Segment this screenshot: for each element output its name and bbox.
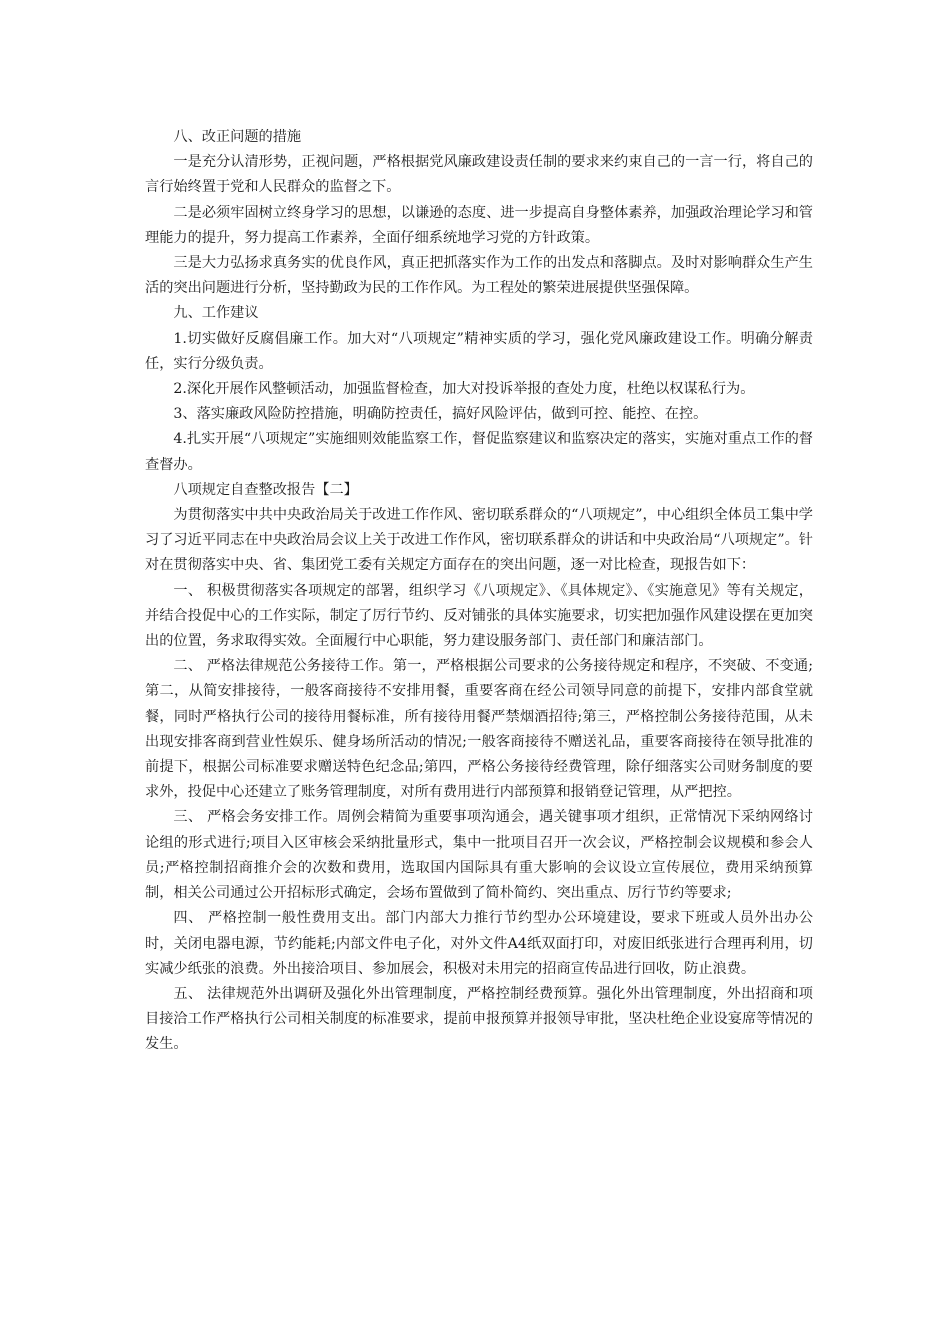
paragraph: 三、 严格会务安排工作。周例会精简为重要事项沟通会，遇关键事项才组织，正常情况下采纳网络讨论组的形式进行;项目入区审核会采纳批量形式，集中一批项目召开一次会议，严格控制会议规模和参会人员;严格控制招商推介会的次数和费用，选取国内国际具有重大影响的会议设立宣传展位，费用采纳预算制，相关公司通过公开招标形式确定，会场布置做到了简朴简约、突出重点、厉行节约等要求; (145, 809, 813, 902)
paragraph: 为贯彻落实中共中央政治局关于改进工作作风、密切联系群众的“八项规定”，中心组织全体员工集中学习了习近平同志在中央政治局会议上关于改进工作作风，密切联系群众的讲话和中央政治局“八项规定”。针对在贯彻落实中央、省、集团党工委有关规定方面存在的突出问题，逐一对比检查，现报告如下： (145, 507, 813, 574)
document-page (145, 125, 813, 1058)
paragraph: 一、 积极贯彻落实各项规定的部署，组织学习《八项规定》、《具体规定》、《实施意见》等有关规定，并结合投促中心的工作实际，制定了厉行节约、反对铺张的具体实施要求，切实把加强作风建设摆在更加突出的位置，务求取得实效。全面履行中心职能，努力建设服务部门、责任部门和廉洁部门。 (145, 582, 813, 650)
paragraph: 4.扎实开展“八项规定”实施细则效能监察工作，督促监察建议和监察决定的落实，实施对重点工作的督查督办。 (145, 431, 813, 473)
paragraph: 3、落实廉政风险防控措施，明确防控责任，搞好风险评估，做到可控、能控、在控。 (173, 406, 708, 423)
paragraph: 2.深化开展作风整顿活动，加强监督检查，加大对投诉举报的查处力度，杜绝以权谋私行为。 (173, 381, 755, 398)
paragraph: 1.切实做好反腐倡廉工作。加大对“八项规定”精神实质的学习，强化党风廉政建设工作。明确分解责任，实行分级负责。 (145, 330, 813, 372)
paragraph: 一是充分认清形势，正视问题，严格根据党风廉政建设责任制的要求来约束自己的一言一行，将自己的言行始终置于党和人民群众的监督之下。 (145, 154, 813, 196)
paragraph: 四、 严格控制一般性费用支出。部门内部大力推行节约型办公环境建设，要求下班或人员外出办公时，关闭电器电源，节约能耗;内部文件电子化，对外文件A4纸双面打印，对废旧纸张进行合理再利用，切实减少纸张的浪费。外出接洽项目、参加展会，积极对未用完的招商宣传品进行回收，防止浪费。 (145, 910, 813, 977)
paragraph: 五、 法律规范外出调研及强化外出管理制度，严格控制经费预算。强化外出管理制度，外出招商和项目接洽工作严格执行公司相关制度的标准要求，提前申报预算并报领导审批，坚决杜绝企业设宴席等情况的发生。 (145, 985, 813, 1053)
section-heading-nine: 九、工作建议 (173, 305, 259, 322)
report-title: 八项规定自查整改报告【二】 (173, 481, 358, 498)
section-heading-eight: 八、改正问题的措施 (173, 129, 302, 145)
paragraph: 二是必须牢固树立终身学习的思想，以谦逊的态度、进一步提高自身整体素养，加强政治理论学习和管理能力的提升，努力提高工作素养，全面仔细系统地学习党的方针政策。 (145, 204, 813, 246)
paragraph: 二、 严格法律规范公务接待工作。第一，严格根据公司要求的公务接待规定和程序，不突破、不变通;第二，从简安排接待，一般客商接待不安排用餐，重要客商在经公司领导同意的前提下，安排内部食堂就餐，同时严格执行公司的接待用餐标准，所有接待用餐严禁烟酒招待;第三，严格控制公务接待范围，从未出现安排客商到营业性娱乐、健身场所活动的情况;一般客商接待不赠送礼品，重要客商接待在领导批准的前提下，根据公司标准要求赠送特色纪念品;第四，严格公务接待经费管理，除仔细落实公司财务制度的要求外，投促中心还建立了账务管理制度，对所有费用进行内部预算和报销登记管理，从严把控。 (145, 658, 813, 801)
paragraph: 三是大力弘扬求真务实的优良作风，真正把抓落实作为工作的出发点和落脚点。及时对影响群众生产生活的突出问题进行分析，坚持勤政为民的工作作风。为工程处的繁荣进展提供坚强保障。 (145, 255, 813, 297)
